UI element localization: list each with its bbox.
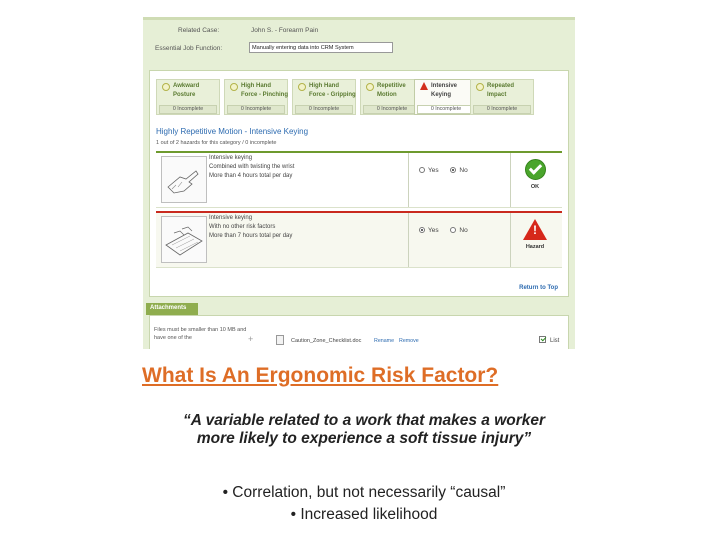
no-radio[interactable]: No — [450, 227, 467, 234]
tab-title: Awkward Posture — [173, 83, 200, 98]
category-tabs — [156, 79, 530, 115]
result-label: Hazard — [525, 244, 545, 250]
attachments-panel — [149, 315, 569, 349]
circle-icon — [162, 83, 170, 91]
risk-factors: Intensive keying With no other risk factors More than 7 hours total per day — [209, 215, 293, 239]
divider — [408, 213, 409, 267]
circle-icon — [230, 83, 238, 91]
tab-title: Repetitive Motion — [377, 83, 406, 98]
divider — [408, 153, 409, 207]
list-label: List — [550, 338, 560, 344]
yes-no-radio-group — [419, 167, 478, 174]
tab-title: Repeated Impact — [487, 83, 515, 98]
remove-link[interactable]: Remove — [399, 338, 419, 344]
section-title: Highly Repetitive Motion - Intensive Keying — [156, 127, 309, 136]
risk-factors: Intensive keying Combined with twisting the wrist More than 4 hours total per day — [209, 155, 295, 179]
tab-gripping[interactable] — [292, 79, 356, 115]
divider — [510, 153, 511, 207]
yes-radio[interactable]: Yes — [419, 227, 439, 234]
hand-keying-illustration — [161, 156, 207, 203]
warning-icon — [420, 82, 428, 90]
definition-quote: “A variable related to a work that makes a worker more likely to experience a soft tissue injury” — [182, 412, 546, 447]
divider — [510, 213, 511, 267]
related-case-value[interactable]: John S. - Forearm Pain — [251, 27, 319, 34]
result-label: OK — [530, 184, 540, 190]
document-icon — [276, 335, 284, 345]
bullet-likelihood: • Increased likelihood — [290, 506, 438, 523]
keyboard-illustration — [161, 216, 207, 263]
tab-awkward-posture[interactable] — [156, 79, 220, 115]
job-function-label: Essential Job Function: — [155, 45, 223, 52]
yes-no-radio-group — [419, 227, 478, 234]
return-to-top-link[interactable]: Return to Top — [519, 285, 558, 291]
tab-title: Intensive Keying — [431, 83, 458, 98]
rename-link[interactable]: Rename — [374, 338, 395, 344]
job-function-input[interactable]: Manually entering data into CRM System — [249, 42, 393, 53]
ok-result — [516, 159, 554, 199]
circle-icon — [476, 83, 484, 91]
no-radio[interactable]: No — [450, 167, 467, 174]
screenshot-panel — [143, 17, 575, 349]
attachments-tab[interactable]: Attachments — [146, 303, 198, 315]
related-case-label: Related Case: — [178, 27, 220, 34]
top-bar — [143, 17, 575, 20]
circle-icon — [366, 83, 374, 91]
check-icon — [525, 159, 546, 180]
tab-status: 0 Incomplete — [227, 105, 285, 114]
tab-status: 0 Incomplete — [417, 105, 475, 114]
attachments-note: Files must be smaller than 10 MB and have one of the — [154, 327, 247, 341]
tab-pinching[interactable] — [224, 79, 288, 115]
file-name[interactable]: Caution_Zone_Checklist.doc — [291, 338, 362, 344]
assessment-panel — [149, 70, 569, 297]
section-subtitle: 1 out of 2 hazards for this category / 0 incomplete — [156, 140, 277, 146]
tab-status: 0 Incomplete — [363, 105, 421, 114]
tab-title: High Hand Force - Gripping — [309, 83, 356, 98]
tab-repeated-impact[interactable] — [470, 79, 534, 115]
bullet-correlation: • Correlation, but not necessarily “causal” — [222, 484, 506, 501]
tab-status: 0 Incomplete — [473, 105, 531, 114]
list-checkbox[interactable] — [539, 336, 546, 343]
tab-title: High Hand Force - Pinching — [241, 83, 289, 98]
add-icon[interactable]: + — [248, 334, 254, 344]
hazard-row — [156, 211, 562, 268]
tab-intensive-keying[interactable] — [414, 79, 478, 115]
tab-status: 0 Incomplete — [159, 105, 217, 114]
tab-status: 0 Incomplete — [295, 105, 353, 114]
hazard-row — [156, 151, 562, 208]
yes-radio[interactable]: Yes — [419, 167, 439, 174]
hazard-result: ! Hazard — [516, 219, 554, 259]
slide-title: What Is An Ergonomic Risk Factor? — [142, 364, 499, 387]
circle-icon — [298, 83, 306, 91]
